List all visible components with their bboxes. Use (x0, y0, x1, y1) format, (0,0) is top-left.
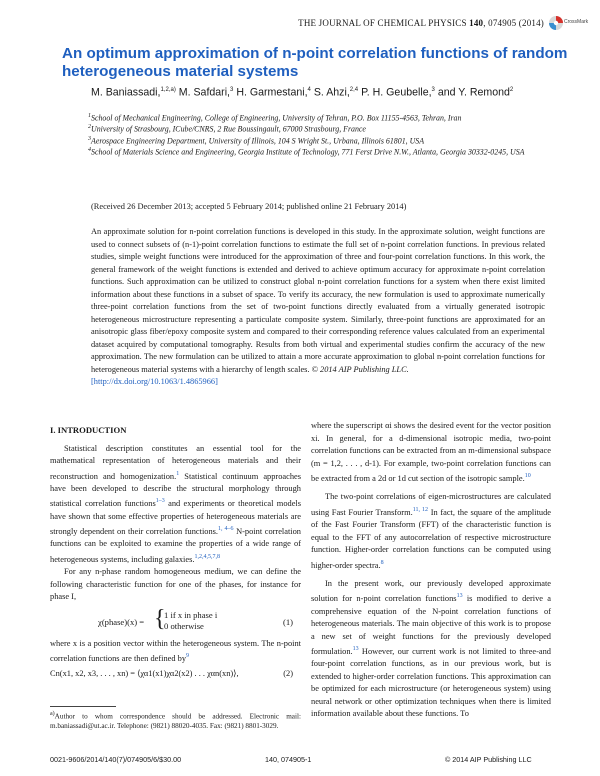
intro-paragraph-2: For any n-phase random homogeneous medium, we can define the following characteristic function for one of the phases, for instance for phase I, (50, 567, 301, 602)
author-4-affil: 2,4 (349, 87, 359, 93)
footnote (50, 710, 301, 731)
author-4: S. Ahzi, (313, 86, 350, 99)
author-6: and Y. Remond (437, 86, 510, 99)
author-2: M. Safdari, (178, 86, 231, 99)
right-paragraph-3: In the present work, our previously developed approximate solution for n-point correlation functions$^{13}$ is modified to derive a comprehensive equation of the N-point correlation functions of heterogeneous materials. The main objective of this work is to propose a new set of weight functions for the previously developed formulation.$^{13}$ However, our current work is not limited to three-and four-point correlation functions, as in our previous work, but is extended to higher-order correlation functions. This approximation can be optimized for each microstructure (or heterogeneous system) using neural network or other optimization techniques when there is limited information available about these functions. To (311, 578, 552, 719)
affiliation-2: $^2$University of Strasbourg, ICube/CNRS, 2 Rue Boussingault, 67000 Strasbourg, France (88, 124, 366, 135)
citation[interactable]: 9 (186, 653, 190, 660)
citation[interactable]: 10 (524, 473, 531, 479)
footnote-text: Author to whom correspondence should be addressed. Electronic mail: m.baniassadi@ut.ac.ir. Telephone: (9821) 88020-4035. Fax: (9821) 8801-3029. (50, 712, 301, 730)
affiliation-3: $^3$Aerospace Engineering Department, University of Illinois, 104 S Wright St., Urbana, Illinois 61801, USA (88, 135, 425, 146)
journal-volume: 140 (469, 18, 484, 28)
footer-page: 140, 074905-1 (265, 755, 312, 764)
author-5-affil: 3 (431, 87, 435, 93)
intro-paragraph-3: where x is a position vector within the heterogeneous system. The n-point correlation functions are then defined by$^9$ (50, 638, 301, 663)
right-paragraph-2: The two-point correlations of eigen-microstructures are calculated using Fast Fourier Transform.$^{11, 12}$ In fact, the square of the amplitude of the Fast Fourier Transform (FFT) of the characteristic function is equal to the FFT of any autocorrelation of respective microstructure function. Higher-order correlation functions can be computed using higher-order spectra.$^8$ (311, 492, 551, 570)
citation[interactable]: 1 (176, 470, 180, 477)
footnote-marker: a) (50, 711, 55, 717)
author-6-affil: 2 (509, 87, 514, 93)
footer-left: 0021-9606/2014/140(7)/074905/6/$30.00 (50, 755, 182, 764)
article-info: , 074905 (2014) (483, 18, 544, 28)
crossmark-label: CrossMark (564, 19, 589, 25)
affiliation-4: $^4$School of Materials Science and Engineering, Georgia Institute of Technology, 771 Ferst Drive N.W., Atlanta, Georgia 30332-0245, USA (88, 147, 525, 157)
citation[interactable]: 1,2,4,5,7,8 (194, 553, 220, 560)
journal-header (0, 18, 544, 28)
citation[interactable]: 13 (352, 646, 359, 653)
author-5: P. H. Geubelle, (361, 86, 432, 99)
equation-2: Cn(x1, x2, x3, . . . , xn) = ⟨χα1(x1)χα2(x2) . . . χαn(xn)⟩, (2) (50, 669, 293, 679)
affiliations (88, 112, 558, 158)
author-3: H. Garmestani, (236, 86, 308, 99)
footer-copyright: © 2014 AIP Publishing LLC (445, 755, 532, 764)
affiliation-1: $^1$School of Mechanical Engineering, College of Engineering, University of Tehran, P.O. Box 11155-4563, Tehran, Iran (88, 113, 462, 123)
citation[interactable]: 1–3 (155, 498, 165, 505)
right-paragraph-1: where the superscript αi shows the desired event for the vector position xi. In general, for a d-dimensional isotropic media, two-point correlation functions can be extracted from an m-dimensional subspace (m = 1,2, . . . , d-1). For example, two-point correlation functions can be extracted from a 2d or 1d cut section of the isotropic sample.$^{10}$ (311, 421, 551, 483)
abstract-copyright: © 2014 AIP Publishing LLC. (311, 364, 409, 374)
doi-link[interactable]: [http://dx.doi.org/10.1063/1.4865966] (91, 377, 218, 386)
section-heading: I. INTRODUCTION (50, 425, 127, 435)
author-3-affil: 4 (307, 87, 311, 93)
equation-1: χ(phase)(x) = { 1 if x in phase i 0 otherwise (1) (98, 605, 293, 632)
right-column (311, 420, 551, 721)
crossmark-logo[interactable] (548, 12, 588, 34)
author-1: M. Baniassadi, (91, 86, 161, 99)
author-1-affil: 1,2,a) (160, 87, 176, 93)
citation[interactable]: 1, 4–6 (218, 526, 234, 533)
abstract (91, 226, 545, 389)
citation[interactable]: 11, 12 (412, 506, 429, 513)
journal-name: THE JOURNAL OF CHEMICAL PHYSICS (298, 18, 467, 28)
citation[interactable]: 13 (456, 593, 463, 600)
author-2-affil: 3 (230, 87, 234, 93)
paper-title: An optimum approximation of n-point correlation functions of random heterogeneous material systems (62, 45, 568, 80)
abstract-text: An approximate solution for n-point correlation functions is developed in this study. In the approximate solution, weight functions are used to connect subsets of (n-1)-point correlation functions to estimate the full set of n-point correlation functions. In previous related studies, simple weight functions were introduced for the approximation of three and four-point correlation functions. In this work, the general framework of the weight functions is extended and derived to achieve optimum accuracy for approximate n-point correlation functions. Such approximation can be utilized to construct global n-point correlation functions for a system when there exist limited information about these functions in a subset of space. To verify its accuracy, the new formulation is used to approximate numerically three-point correlation functions from the set of two-point functions directly evaluated from a virtually generated isotropic heterogeneous microstructure representing a particulate composite system. Similarly, three-point functions are approximated for an anisotropic glass fiber/epoxy composite system and compared to their corresponding reference values calculated from an experimental dataset acquired by computational tomography. Results from both virtual and experimental studies confirm the accuracy of the new approximation. The new formulation can be utilized to attain a more accurate approximation to global n-point correlation functions for heterogeneous material systems with a hierarchy of length scales. (91, 227, 545, 374)
citation[interactable]: 8 (380, 559, 384, 566)
intro-paragraph-1: Statistical description constitutes an essential tool for the mathematical representation of heterogeneous materials and their reconstruction and homogenization.$^1$ Statistical continuum approaches have been developed to describe the structural morphology through statistical correlation functions$^{1-3}$ and experiments or theoretical models have shown that some effective properties of heterogeneous materials are strongly dependent on their correlation functions.$^{1, 4-6}$ N-point correlation functions can be exploited to examine the properties of a wide range of heterogeneous systems, including galaxies.$^{1,2,4,5,7,8}$ (50, 443, 301, 564)
left-column (50, 424, 301, 685)
author-list (91, 83, 571, 100)
received-dates: (Received 26 December 2013; accepted 5 February 2014; published online 21 February 2014) (91, 202, 407, 211)
footnote-rule (50, 706, 116, 707)
